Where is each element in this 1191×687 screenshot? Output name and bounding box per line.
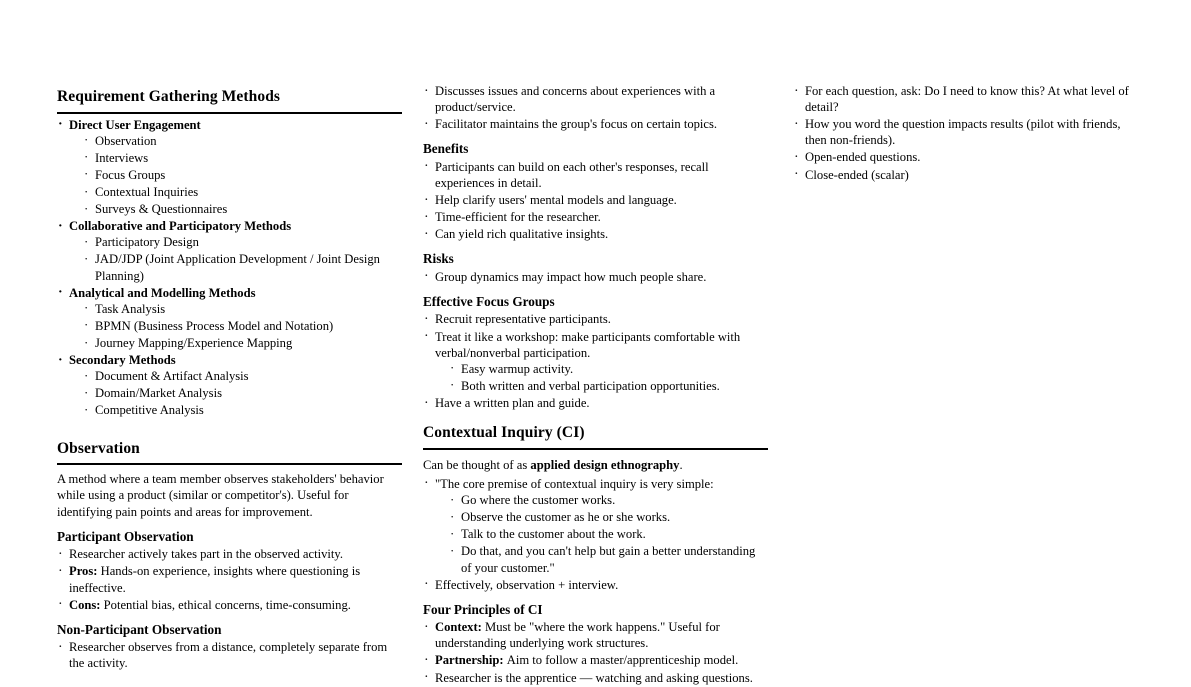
list-item (423, 619, 768, 651)
column-middle (423, 0, 768, 685)
requirement-methods-list (57, 117, 402, 419)
column-right (793, 0, 1138, 626)
observation-description: A method where a team member observes stakeholders' behavior while using a product (similar or competitor's). Useful for identifying pain points and areas for improvement. (57, 472, 384, 519)
list-item-label: Collaborative and Participatory Methods (69, 219, 292, 234)
risks-list (423, 269, 768, 285)
sub-list-item (84, 184, 402, 200)
ci-lead-suffix: . (679, 457, 683, 472)
sub-list-item (84, 234, 402, 250)
ci-lead-prefix: Can be thought of as (423, 457, 531, 472)
list-item-label: Potential bias, ethical concerns, time-consuming. (103, 597, 351, 612)
list-item (423, 116, 768, 132)
sub-list (69, 133, 402, 218)
sub-list-item (450, 492, 768, 508)
benefits-list (423, 159, 768, 243)
list-item-label: Journey Mapping/Experience Mapping (95, 336, 293, 351)
list-item (423, 395, 768, 411)
list-item (423, 192, 768, 208)
sub-list-item (84, 368, 402, 384)
sub-list-item (450, 526, 768, 542)
list-item-label: Recruit representative participants. (435, 312, 611, 327)
list-item (423, 476, 768, 576)
participant-observation-heading: Participant Observation (57, 528, 194, 544)
sub-list-item (450, 509, 768, 525)
list-item (423, 652, 768, 668)
list-item-label: Researcher actively takes part in the observed activity. (69, 547, 344, 562)
method-group-item (57, 285, 402, 351)
list-item-label: Go where the customer works. (461, 493, 616, 508)
list-item (57, 639, 402, 671)
list-item-label: BPMN (Business Process Model and Notation) (95, 318, 334, 333)
list-item (793, 167, 1138, 183)
sub-list-item (84, 318, 402, 334)
list-item-lead: Partnership: (435, 653, 507, 668)
list-item (423, 83, 768, 115)
page-title: Requirement Gathering Methods (57, 88, 402, 114)
sub-list-item (84, 201, 402, 217)
list-item-label: Hands-on experience, insights where questioning is ineffective. (69, 564, 361, 595)
list-item (793, 83, 1138, 115)
list-item (423, 209, 768, 225)
ci-lead-emphasis: applied design ethnography (530, 457, 680, 472)
sub-list-item (84, 133, 402, 149)
ci-lead-paragraph (423, 457, 768, 473)
non-participant-observation-heading: Non-Participant Observation (57, 621, 222, 637)
risks-heading: Risks (423, 251, 454, 267)
four-principles-heading: Four Principles of CI (423, 601, 543, 617)
list-item (793, 149, 1138, 165)
method-group-item (57, 117, 402, 218)
sub-list-item (450, 543, 768, 575)
sub-list-item (84, 251, 402, 283)
list-item-label: Close-ended (scalar) (805, 167, 909, 182)
contextual-inquiry-list (423, 476, 768, 593)
sub-list (69, 368, 402, 418)
benefits-heading: Benefits (423, 141, 469, 157)
sub-list-item (84, 402, 402, 418)
list-item-label: Observe the customer as he or she works. (461, 510, 671, 525)
column-right-content (793, 80, 1138, 184)
list-item-label: For each question, ask: Do I need to know this? At what level of detail? (805, 84, 1129, 115)
list-item-label: Interviews (95, 150, 149, 165)
list-item-label: Participatory Design (95, 235, 199, 250)
list-item-label: Aim to follow a master/apprenticeship model. (506, 653, 739, 668)
method-group-item (57, 352, 402, 418)
list-item-label: Researcher is the apprentice — watching and asking questions. (435, 670, 753, 685)
participant-observation-list (57, 546, 402, 612)
list-item-label: Effectively, observation + interview. (435, 577, 619, 592)
list-item-label: Can yield rich qualitative insights. (435, 227, 609, 242)
list-item-label: Domain/Market Analysis (95, 386, 222, 401)
list-item-label: Must be "where the work happens." Useful for understanding underlying work structures. (435, 620, 720, 651)
spacer (57, 420, 402, 440)
list-item-label: Do that, and you can't help but gain a better understanding of your customer." (461, 544, 756, 575)
list-item-label: Document & Artifact Analysis (95, 369, 249, 384)
list-item (57, 597, 402, 613)
list-item (57, 546, 402, 562)
list-item-label: Both written and verbal participation opportunities. (461, 378, 720, 393)
effective-focus-groups-heading: Effective Focus Groups (423, 293, 555, 309)
list-item-label: Facilitator maintains the group's focus on certain topics. (435, 117, 718, 132)
list-item (423, 311, 768, 327)
list-item-label: Help clarify users' mental models and language. (435, 193, 677, 208)
observation-heading: Observation (57, 440, 402, 466)
list-item (793, 116, 1138, 148)
column-left (57, 0, 402, 671)
contextual-inquiry-heading: Contextual Inquiry (CI) (423, 424, 768, 450)
sub-list-item (84, 150, 402, 166)
list-item-label: Analytical and Modelling Methods (69, 285, 256, 300)
list-item (423, 670, 768, 686)
list-item-label: Surveys & Questionnaires (95, 202, 228, 217)
list-item-lead: Cons: (69, 597, 104, 612)
list-item-label: "The core premise of contextual inquiry is very simple: (435, 476, 714, 491)
list-item (423, 269, 768, 285)
sub-list-item (450, 361, 768, 377)
list-item (423, 577, 768, 593)
list-item-label: Treat it like a workshop: make participants comfortable with verbal/nonverbal participation. (435, 329, 741, 360)
list-item-label: Task Analysis (95, 301, 166, 316)
list-item-label: Participants can build on each other's responses, recall experiences in detail. (435, 159, 709, 190)
list-item-label: Discusses issues and concerns about experiences with a product/service. (435, 84, 716, 115)
method-group-item (57, 218, 402, 283)
list-item-label: Focus Groups (95, 167, 166, 182)
list-item-label: Direct User Engagement (69, 117, 201, 132)
spacer (423, 412, 768, 424)
list-item (57, 563, 402, 595)
sub-list (69, 234, 402, 283)
list-item (423, 159, 768, 191)
list-item-label: Have a written plan and guide. (435, 396, 590, 411)
list-item-label: Easy warmup activity. (461, 361, 574, 376)
list-item-label: Contextual Inquiries (95, 185, 199, 200)
sub-list (435, 361, 768, 394)
list-item-label: Observation (95, 133, 157, 148)
focus-group-continued-list (423, 83, 768, 132)
list-item (423, 329, 768, 394)
sub-list-item (84, 335, 402, 351)
question-guidance-list (793, 83, 1138, 183)
sub-list (435, 492, 768, 576)
sub-list-item (450, 378, 768, 394)
sub-list (69, 301, 402, 351)
sub-list-item (84, 385, 402, 401)
column-middle-content (423, 80, 768, 687)
list-item-label: Secondary Methods (69, 353, 176, 368)
list-item-label: How you word the question impacts results (pilot with friends, then non-friends). (805, 117, 1121, 148)
non-participant-observation-list (57, 639, 402, 671)
sub-list-item (84, 301, 402, 317)
list-item-label: Competitive Analysis (95, 403, 204, 418)
list-item-label: Talk to the customer about the work. (461, 527, 646, 542)
list-item-lead: Context: (435, 620, 486, 635)
list-item-label: Researcher observes from a distance, completely separate from the activity. (69, 640, 388, 671)
list-item-label: Group dynamics may impact how much people share. (435, 269, 707, 284)
list-item (423, 226, 768, 242)
list-item-label: Open-ended questions. (805, 150, 921, 165)
column-left-content (57, 88, 402, 673)
sub-list-item (84, 167, 402, 183)
list-item-lead: Pros: (69, 564, 101, 579)
list-item-label: JAD/JDP (Joint Application Development / Joint Design Planning) (95, 252, 380, 283)
list-item-label: Time-efficient for the researcher. (435, 210, 601, 225)
effective-focus-groups-list (423, 311, 768, 411)
four-principles-list (423, 619, 768, 685)
